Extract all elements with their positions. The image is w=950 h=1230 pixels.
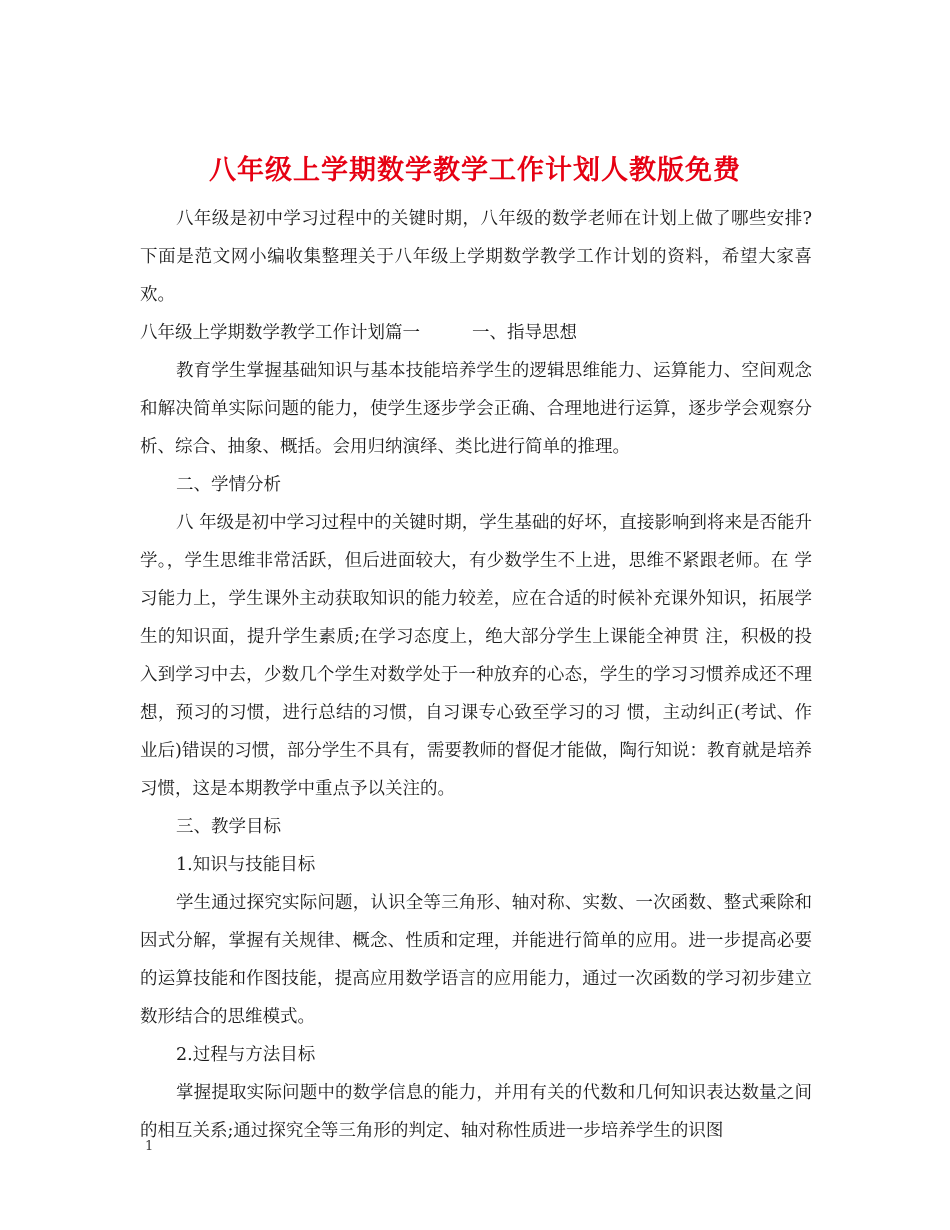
section3-heading: 三、教学目标 xyxy=(176,817,281,837)
goal2-paragraph: 掌握提取实际问题中的数学信息的能力，并用有关的代数和几何知识表达数量之间的相互关系;通过探究全等三角形的判定、轴对称性质进一步培养学生的识图 xyxy=(140,1083,812,1141)
page-number: 1 xyxy=(145,1139,154,1154)
plan-heading: 八年级上学期数学教学工作计划篇一 xyxy=(140,323,420,343)
section1-paragraph: 教育学生掌握基础知识与基本技能培养学生的逻辑思维能力、运算能力、空间观念和解决简单实际问题的能力，使学生逐步学会正确、合理地进行运算，逐步学会观察分析、综合、抽象、概括。会用归纳演绎、类比进行简单的推理。 xyxy=(140,361,812,457)
section1-heading: 一、指导思想 xyxy=(472,323,577,343)
intro-paragraph: 八年级是初中学习过程中的关键时期，八年级的数学老师在计划上做了哪些安排?下面是范文网小编收集整理关于八年级上学期数学教学工作计划的资料，希望大家喜欢。 xyxy=(140,209,812,305)
goal1-heading: 1.知识与技能目标 xyxy=(176,855,316,875)
plan-heading-line xyxy=(140,314,812,352)
goal2-heading: 2.过程与方法目标 xyxy=(176,1045,316,1065)
goal1-paragraph: 学生通过探究实际问题，认识全等三角形、轴对称、实数、一次函数、整式乘除和因式分解，掌握有关规律、概念、性质和定理，并能进行简单的应用。进一步提高必要的运算技能和作图技能，提高应用数学语言的应用能力，通过一次函数的学习初步建立数形结合的思维模式。 xyxy=(140,893,812,1027)
document-title: 八年级上学期数学教学工作计划人教版免费 xyxy=(209,155,741,187)
section2-heading: 二、学情分析 xyxy=(176,475,281,495)
section2-paragraph: 八 年级是初中学习过程中的关键时期，学生基础的好坏，直接影响到将来是否能升学。，学生思维非常活跃，但后进面较大，有少数学生不上进，思维不紧跟老师。在 学习能力上，学生课外主动获取知识的能力较差，应在合适的时候补充课外知识，拓展学生的知识面，提升学生素质;在学习态度上，绝大部分学生上课能全神贯 注，积极的投入到学习中去，少数几个学生对数学处于一种放弃的心态，学生的学习习惯养成还不理想，预习的习惯，进行总结的习惯，自习课专心致至学习的习 惯，主动纠正(考试、作业后)错误的习惯，部分学生不具有，需要教师的督促才能做，陶行知说：教育就是培养习惯，这是本期教学中重点予以关注的。 xyxy=(140,513,812,799)
document-body xyxy=(140,200,812,1150)
